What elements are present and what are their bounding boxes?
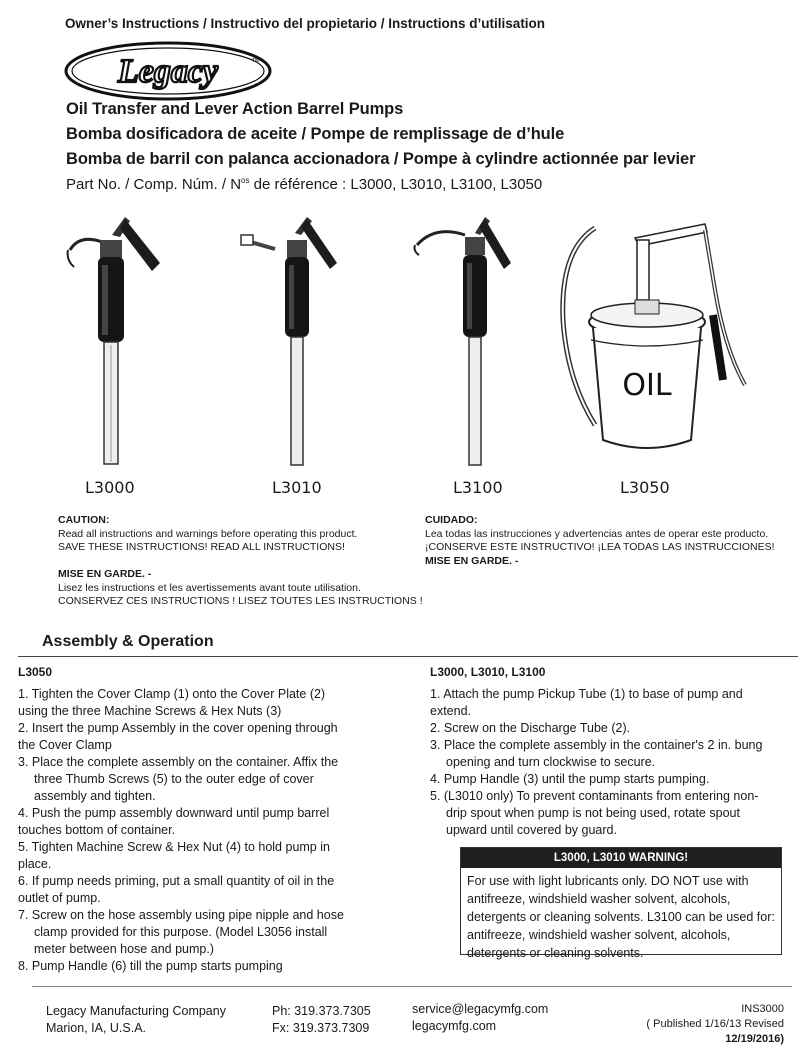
list-item: 1. Attach the pump Pickup Tube (1) to base of pump and extend. [430, 687, 743, 718]
list-item: 4. Push the pump assembly downward until pump barrel touches bottom of container. [18, 806, 330, 837]
caution-line: SAVE THESE INSTRUCTIONS! READ ALL INSTRUCTIONS! [58, 541, 345, 553]
warning-body: For use with light lubricants only. DO NOT use with antifreeze, windshield washer solvent, alcohols, detergents or cleaning solvents. L3100 can be used for: antifreeze, windshield washer solvent, alcohols, detergents or cleaning solvents. [467, 874, 775, 960]
caution-line: CONSERVEZ CES INSTRUCTIONS ! LISEZ TOUTES LES INSTRUCTIONS ! [58, 595, 423, 607]
caution-title: CAUTION: [58, 514, 110, 526]
list-item: 5. Tighten Machine Screw & Hex Nut (4) to hold pump in place. [18, 840, 330, 871]
pump-l3100-image [405, 205, 515, 470]
part-numbers: Part No. / Comp. Núm. / $N^{os}$ de référence : L3000, L3010, L3100, L3050 [66, 176, 543, 193]
model-label-l3000: L3000 [85, 478, 135, 497]
warning-title: L3000, L3010 WARNING! [461, 848, 781, 868]
bucket-oil-text: OIL [622, 368, 672, 403]
list-item: 5. (L3010 only) To prevent contaminants from entering non-drip spout when pump is not being used, rotate spout upward until covered by guard. [430, 789, 759, 837]
svg-text:TM: TM [252, 58, 260, 64]
warning-box [460, 847, 782, 960]
document-header: Owner’s Instructions / Instructivo del propietario / Instructions d’utilisation [65, 16, 546, 31]
model-label-l3050: L3050 [620, 478, 670, 497]
model-label-l3010: L3010 [272, 478, 322, 497]
pump-l3050-image [555, 210, 760, 460]
logo-text: Legacy [117, 53, 219, 90]
pump-l3000-image [60, 205, 170, 470]
l3000-instructions [430, 664, 770, 839]
caution-title: MISE EN GARDE. - [425, 554, 519, 567]
email-link[interactable]: service@legacymfg.com [412, 1002, 549, 1016]
footer-contact [412, 1001, 548, 1035]
l3050-instructions [18, 664, 358, 975]
list-item: 1. Tighten the Cover Clamp (1) onto the Cover Plate (2) using the three Machine Screws & Hex Nuts (3) [18, 687, 326, 718]
web-link[interactable]: legacymfg.com [412, 1019, 497, 1033]
column-title: L3050 [18, 665, 53, 679]
caution-title: MISE EN GARDE. - [58, 568, 152, 580]
list-item: 4. Pump Handle (3) until the pump starts pumping. [430, 772, 710, 786]
legacy-logo [64, 40, 274, 102]
footer-phones: Ph: 319.373.7305 Fx: 319.373.7309 [272, 1004, 371, 1035]
caution-line: Lea todas las instrucciones y advertencias antes de operar este producto. [425, 527, 769, 540]
assembly-heading: Assembly & Operation [18, 630, 418, 654]
caution-french [58, 568, 448, 609]
caution-line: ¡CONSERVE ESTE INSTRUCTIVO! ¡LEA TODAS LAS INSTRUCCIONES! [425, 541, 775, 553]
title-spanish-french: Bomba dosificadora de aceite / Pompe de remplissage de d’hule [66, 125, 565, 143]
footer-company: Legacy Manufacturing Company Marion, IA, U.S.A. [46, 1004, 226, 1035]
title-english: Oil Transfer and Lever Action Barrel Pumps [66, 100, 404, 118]
column-title: L3000, L3010, L3100 [430, 665, 546, 679]
caution-english [58, 514, 428, 555]
document-id: INS3000 ( Published 1/16/13 Revised 12/19/2016) [646, 1003, 784, 1045]
list-item: 6. If pump needs priming, put a small quantity of oil in the outlet of pump. [18, 874, 335, 905]
list-item: 7. Screw on the hose assembly using pipe nipple and hose clamp provided for this purpose. (Model L3056 install meter between hose and pump.) [18, 908, 344, 956]
list-item: 2. Insert the pump Assembly in the cover opening through the Cover Clamp [18, 721, 338, 752]
title-spanish-french-2: Bomba de barril con palanca accionadora / Pompe à cylindre actionnée par levier [66, 150, 696, 168]
caution-line: Read all instructions and warnings before operating this product. [58, 527, 358, 540]
list-item: 8. Pump Handle (6) till the pump starts pumping [18, 959, 283, 973]
list-item: 3. Place the complete assembly in the container's 2 in. bung opening and turn clockwise to secure. [430, 738, 763, 769]
list-item: 2. Screw on the Discharge Tube (2). [430, 721, 631, 735]
pump-l3010-image [235, 205, 345, 470]
model-label-l3100: L3100 [453, 478, 503, 497]
caution-spanish [425, 514, 795, 568]
list-item: 3. Place the complete assembly on the container. Affix the three Thumb Screws (5) to the outer edge of cover assembly and tighten. [18, 755, 339, 803]
caution-line: Lisez les instructions et les avertissements avant toute utilisation. [58, 581, 361, 594]
footer-divider [32, 986, 792, 987]
caution-title: CUIDADO: [425, 514, 478, 526]
